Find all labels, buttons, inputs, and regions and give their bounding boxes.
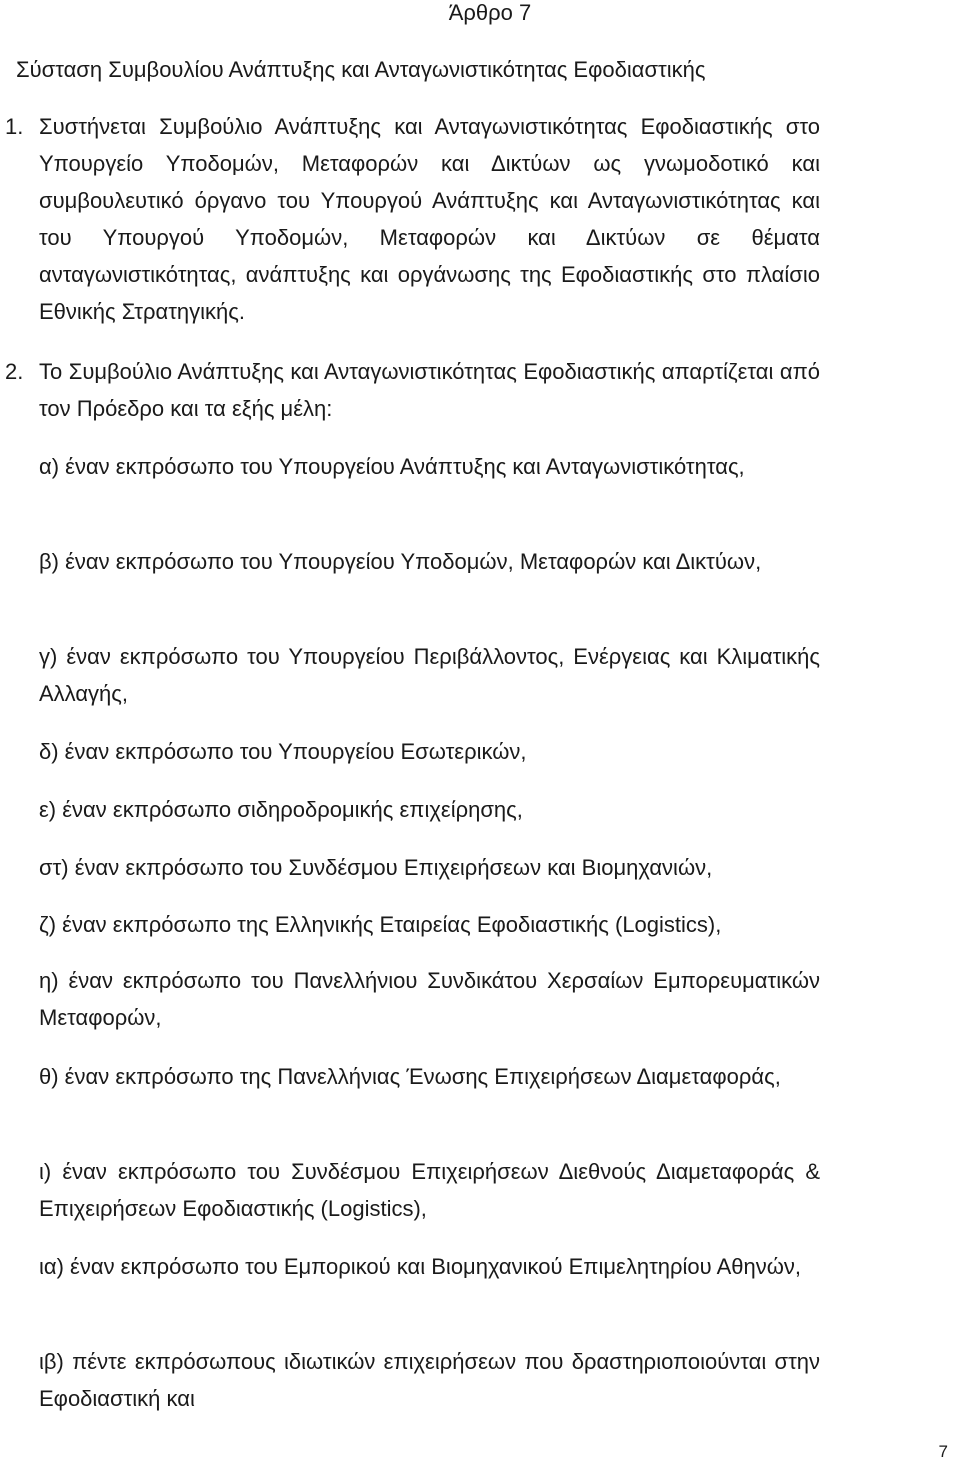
page-number: 7 (938, 1442, 948, 1461)
paragraph-number: 1. (5, 114, 24, 139)
article-title: Άρθρο 7 (448, 0, 532, 25)
list-item: ζ) έναν εκπρόσωπο της Ελληνικής Εταιρείας Εφοδιαστικής (Logistics), (39, 912, 722, 937)
list-item: ε) έναν εκπρόσωπο σιδηροδρομικής επιχείρησης, (39, 797, 523, 822)
list-item: δ) έναν εκπρόσωπο του Υπουργείου Εσωτερικών, (39, 739, 527, 764)
list-item: α) έναν εκπρόσωπο του Υπουργείου Ανάπτυξης και Ανταγωνιστικότητας, (39, 454, 745, 479)
list-item: ι) έναν εκπρόσωπο του Συνδέσμου Επιχειρήσεων Διεθνούς Διαμεταφοράς & Επιχειρήσεων Εφοδιαστικής (Logistics), (39, 1159, 820, 1221)
paragraph-number: 2. (5, 359, 24, 384)
paragraph-text: Συστήνεται Συμβούλιο Ανάπτυξης και Ανταγωνιστικότητας Εφοδιαστικής στο Υπουργείο Υποδομών, Μεταφορών και Δικτύων ως γνωμοδοτικό και συμβουλευτικό όργανο του Υπουργού Ανάπτυξης και Ανταγωνιστικότητας και του Υπουργού Υποδομών, Μεταφορών και Δικτύων σε θέματα ανταγωνιστικότητας, ανάπτυξης και οργάνωσης της Εφοδιαστικής στο πλαίσιο Εθνικής Στρατηγικής. (39, 114, 820, 324)
list-item: ιβ) πέντε εκπρόσωπους ιδιωτικών επιχειρήσεων που δραστηριοποιούνται στην Εφοδιαστική και (39, 1349, 820, 1411)
list-item: η) έναν εκπρόσωπο του Πανελλήνιου Συνδικάτου Χερσαίων Εμπορευματικών Μεταφορών, (39, 968, 820, 1030)
list-item: θ) έναν εκπρόσωπο της Πανελλήνιας Ένωσης Επιχειρήσεων Διαμεταφοράς, (39, 1064, 781, 1089)
list-item: β) έναν εκπρόσωπο του Υπουργείου Υποδομών, Μεταφορών και Δικτύων, (39, 549, 762, 574)
article-subtitle: Σύσταση Συμβουλίου Ανάπτυξης και Ανταγωνιστικότητας Εφοδιαστικής (16, 57, 706, 82)
list-item: γ) έναν εκπρόσωπο του Υπουργείου Περιβάλλοντος, Ενέργειας και Κλιματικής Αλλαγής, (39, 644, 820, 706)
paragraph-text: Το Συμβούλιο Ανάπτυξης και Ανταγωνιστικότητας Εφοδιαστικής απαρτίζεται από τον Πρόεδρο και τα εξής μέλη: (39, 359, 820, 421)
list-item: στ) έναν εκπρόσωπο του Συνδέσμου Επιχειρήσεων και Βιομηχανιών, (39, 855, 713, 880)
list-item: ια) έναν εκπρόσωπο του Εμπορικού και Βιομηχανικού Επιμελητηρίου Αθηνών, (39, 1254, 802, 1279)
